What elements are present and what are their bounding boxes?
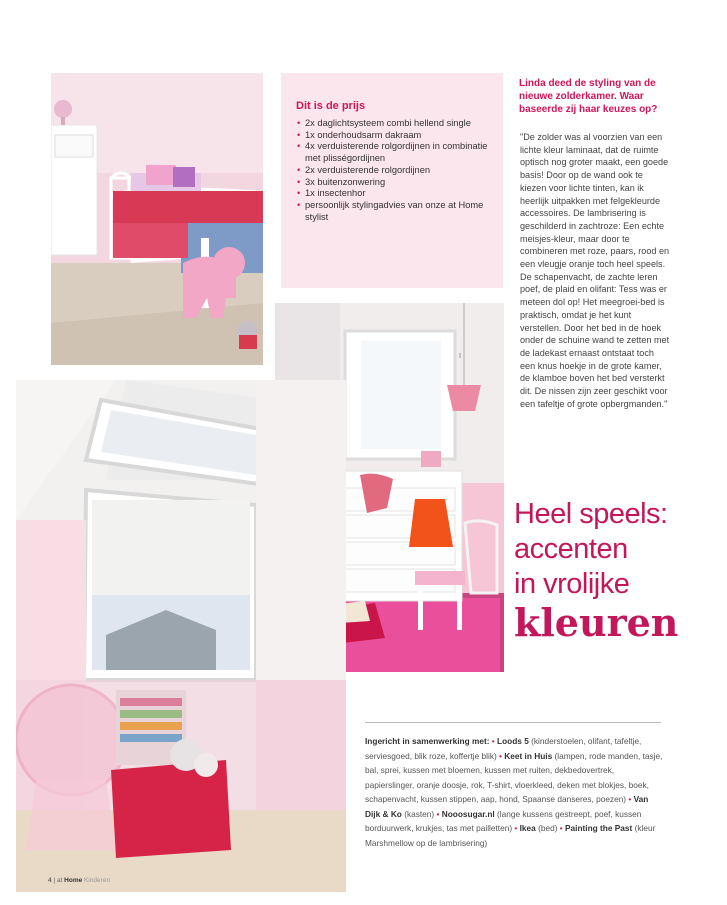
bullet-icon: •: [491, 736, 495, 746]
credit-desc: (lampen, rode manden, tasje, bal, sprei, kussen met bloemen, kussen met ruiten, dekbedovertrek, papierslinger, oranje doosje, rok, T-shirt, vloerkleed, deken met blokjes, boek, schapenvacht, kussen stippen, aap, hond, Spaanse danseres, poezen): [365, 750, 663, 804]
intro-question: [519, 77, 669, 116]
bullet-icon: •: [559, 823, 563, 833]
bullet-icon: •: [628, 794, 632, 804]
prize-item: • 2x daglichtsysteem combi hellend single: [297, 118, 493, 130]
headline-line: in vrolijke: [514, 568, 630, 600]
prize-list: [297, 118, 493, 223]
footer-section: Kinderen: [82, 877, 111, 884]
credits: [365, 734, 665, 850]
credit-desc: (kasten): [401, 808, 437, 819]
credit-brand: Painting the Past: [564, 823, 633, 833]
headline-line: Heel speels:: [514, 498, 668, 530]
credit-desc: (bed): [535, 823, 560, 833]
prize-title: Dit is de prijs: [296, 100, 366, 112]
credit-desc: (kleur Marshmellow op de lambrisering): [365, 823, 656, 848]
footer-separator: |: [51, 877, 57, 884]
photo-roof-windows: [16, 380, 346, 892]
headline: [514, 497, 714, 644]
bullet-icon: •: [436, 808, 440, 819]
page-footer: [48, 877, 110, 884]
stylist-name: Linda: [519, 78, 546, 89]
prize-item: • 1x onderhoudsarm dakraam: [297, 130, 493, 142]
headline-emphasis: kleuren: [514, 600, 679, 645]
credits-divider: [365, 722, 661, 723]
prize-item: • 4x verduisterende rolgordijnen in combinatie met plisségordijnen: [297, 141, 493, 164]
bullet-icon: •: [514, 823, 518, 833]
credit-brand: Loods 5: [497, 736, 529, 746]
credit-desc: (lange kussens gestreept, poef, kussen borduurwerk, krukjes, tas met pailletten): [365, 808, 642, 833]
page-number: 4: [48, 877, 52, 884]
headline-line: accenten: [514, 533, 628, 565]
intro-text: deed de styling van de nieuwe zolderkamer. Waar baseerde zij haar keuzes op?: [519, 78, 658, 115]
credit-brand: Nooosugar.nl: [441, 808, 495, 819]
credit-brand: Van Dijk & Ko: [365, 794, 649, 819]
photo-bedroom-bed: [51, 73, 263, 365]
prize-box: [281, 73, 503, 288]
credits-lead: Ingericht in samenwerking met:: [365, 736, 490, 746]
footer-at: at: [56, 877, 65, 884]
bullet-icon: •: [499, 750, 502, 761]
article-body: "De zolder was al voorzien van een lichte kleur laminaat, dat de ruimte optisch nog groter maakt, een goede basis! Door op de wand ook te kiezen voor lichte tinten, kan ik heerlijk uitpakken met felgekleurde accessoires. De lambrisering is geschilderd in zachtroze: Een echte meisjes-kleur, maar door te combineren met roze, paars, rood en een vleugje oranje toch heel speels. De schapenvacht, de zachte leren poef, de plaid en olifant: Tess was er meteen dol op! Het meegroei-bed is praktisch, omdat je het kunt verstellen. Door het bed in de hoek onder de schuine wand te zetten met de ladekast ernaast ontstaat toch een knus hoekje in de grote kamer, de klamboe boven het bed versterkt dit. De nissen zijn zeer geschikt voor een tafeltje of grote opbergmanden.": [520, 132, 670, 409]
prize-item: • persoonlijk stylingadvies van onze at Home stylist: [297, 200, 493, 223]
credit-brand: Ikea: [519, 823, 536, 833]
prize-item: • 3x buitenzonwering: [297, 177, 493, 189]
credit-desc: (kinderstoelen, olifant, tafeltje, serviesgoed, blik roze, koffertje blik): [365, 736, 642, 761]
credit-brand: Keet in Huis: [504, 750, 553, 761]
prize-item: • 2x verduisterende rolgordijnen: [297, 165, 493, 177]
prize-item: • 1x insectenhor: [297, 188, 493, 200]
magazine-brand: Home: [64, 877, 83, 884]
